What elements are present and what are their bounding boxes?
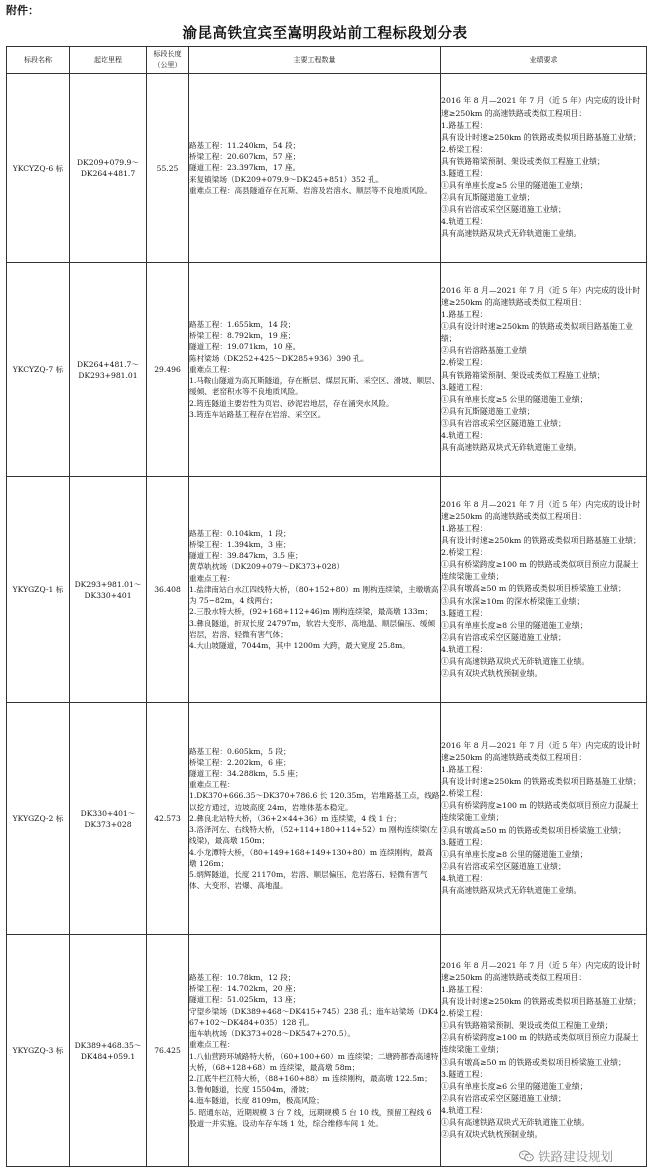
- req-line: ③具有水深≥10m 的深水桥梁施工业绩；: [441, 596, 585, 606]
- header-requirements: 业绩要求: [441, 47, 647, 74]
- works-line: 3.筠连车站路基工程存在岩溶、采空区。: [189, 409, 326, 419]
- req-line: ②具有双块式轨枕预制业绩。: [441, 669, 543, 679]
- section-mileage: [70, 935, 147, 1167]
- mileage-start: DK293+981.01～: [74, 579, 142, 589]
- works-line: 路基工程：0.104km，1 段；: [189, 528, 291, 538]
- works-line: 重难点工程：高县隧道存在瓦斯、岩溶及岩溶水、顺层等不良地质风险。: [189, 185, 432, 195]
- wechat-icon: [519, 1150, 534, 1162]
- req-line: 具有高速铁路双块式无砟轨道施工业绩。: [441, 443, 582, 453]
- req-line: 2016 年 8 月—2021 年 7 月（近 5 年）内完成的设计时速≥250km 的高速铁路或类似工程项目：: [441, 499, 641, 521]
- works-line: 2.三股水特大桥，(92+168+112+46)m 刚构连续梁，最高墩 133m；: [189, 607, 433, 617]
- section-length: 55.25: [147, 74, 189, 263]
- req-line: ②具有瓦斯隧道施工业绩；: [441, 193, 535, 203]
- mileage-start: DK389+468.35～: [74, 1040, 142, 1050]
- mileage-end: DK373+028: [84, 819, 132, 829]
- req-line: ①具有高速铁路双块式无砟轨道施工业绩。: [441, 657, 590, 667]
- performance-requirements: [441, 263, 647, 477]
- mileage-end: DK484+059.1: [80, 1051, 136, 1061]
- req-line: ②具有双块式轨枕预制业绩。: [441, 1130, 543, 1140]
- works-line: 4.迤车隧道，长度 8109m，极高风险；: [189, 1096, 324, 1106]
- mileage-start: DK330+401～: [80, 808, 136, 818]
- req-line: 3.隧道工程：: [441, 837, 488, 847]
- req-line: 1.路基工程：: [441, 310, 488, 320]
- watermark: [516, 1147, 616, 1165]
- req-line: ②具有瓦斯隧道施工业绩；: [441, 406, 535, 416]
- req-line: 2016 年 8 月—2021 年 7 月（近 5 年）内完成的设计时速≥250km 的高速铁路或类似工程项目：: [441, 285, 641, 307]
- performance-requirements: [441, 935, 647, 1167]
- performance-requirements: [441, 74, 647, 263]
- req-line: ②具有桥梁跨度≥100 m 的铁路或类似项目预应力混凝土连续梁施工业绩；: [441, 1033, 639, 1055]
- req-line: ①具有单座长度≥8 公里的隧道施工业绩；: [441, 849, 588, 859]
- header-works: 主要工程数量: [189, 47, 441, 74]
- req-line: 2016 年 8 月—2021 年 7 月（近 5 年）内完成的设计时速≥250km 的高速铁路或类似工程项目：: [441, 960, 641, 982]
- works-line: 桥梁工程：2.202km，6 座；: [189, 757, 291, 767]
- section-name: YKCYZQ-7 标: [7, 263, 70, 477]
- header-mileage: 起讫里程: [70, 47, 147, 74]
- req-line: 具有设计时速≥250km 的铁路或类似项目路基施工业绩；: [441, 777, 641, 787]
- works-line: 来复镇梁场（DK209+079.9～DK245+851）352 孔。: [189, 174, 384, 184]
- header-name: 标段名称: [7, 47, 70, 74]
- works-line: 守望乡梁场（DK389+468～DK415+745）238 孔；迤车站梁场（DK467+102～DK484+035）128 孔。: [189, 1006, 439, 1027]
- section-name: YKCYZQ-6 标: [7, 74, 70, 263]
- req-line: 2016 年 8 月—2021 年 7 月（近 5 年）内完成的设计时速≥250km 的高速铁路或类似工程项目：: [441, 96, 641, 118]
- mileage-end: DK330+401: [84, 590, 132, 600]
- req-line: ③具有墩高≥50 m 的铁路或类似项目桥梁施工业绩；: [441, 1057, 626, 1067]
- works-line: 重难点工程：: [189, 1040, 235, 1050]
- req-line: ①具有桥梁跨度≥100 m 的铁路或类似项目预应力混凝土连续梁施工业绩；: [441, 801, 639, 823]
- req-line: 具有设计时速≥250km 的铁路或类似项目路基施工业绩；: [441, 997, 641, 1007]
- works-line: 3.洛泽河左、右线特大桥，（52+114+180+114+52）m 刚构连续梁(左线梁)，最高墩 150m；: [189, 825, 438, 846]
- works-line: 1.DK370+666.35～DK370+786.6 长 120.35m，岩堆路基工点，线路以挖方通过，边坡高度 24m，岩堆体基本稳定。: [189, 791, 440, 812]
- req-line: ③具有岩溶或采空区隧道施工业绩；: [441, 205, 566, 215]
- main-works: [189, 703, 441, 935]
- table-row: [7, 263, 647, 477]
- req-line: ②具有墩高≥50 m 的铁路或类似项目桥梁施工业绩；: [441, 584, 626, 594]
- req-line: 2.桥梁工程：: [441, 548, 488, 558]
- attachment-label: 附件：: [6, 4, 39, 17]
- req-line: 具有铁路箱梁预制、架设或类似工程施工业绩；: [441, 156, 605, 166]
- section-length: 42.573: [147, 703, 189, 935]
- section-name: YKYGZQ-3 标: [7, 935, 70, 1167]
- section-mileage: [70, 74, 147, 263]
- req-line: 3.隧道工程：: [441, 1069, 488, 1079]
- works-line: 5.炳辉隧道，长度 21170m，岩溶、顺层偏压、危岩落石、轻微有害气体、大变形、岩爆、高地温。: [189, 869, 428, 891]
- works-line: 路基工程：10.78km，12 段；: [189, 973, 296, 983]
- main-works: [189, 263, 441, 477]
- req-line: 具有高速铁路双块式无砟轨道施工业绩。: [441, 886, 582, 896]
- table-row: [7, 935, 647, 1167]
- works-line: 5. 昭通东站，近期规模 3 台 7 线，远期规模 5 台 10 线，预留工程线 6 股道一并实施。设动车存车场 1 处，综合维修车间 1 处。: [189, 1107, 432, 1128]
- table-row: [7, 74, 647, 263]
- main-works: [189, 935, 441, 1167]
- works-line: 路基工程：1.655km，14 段；: [189, 320, 296, 330]
- req-line: ①具有单座长度≥8 公里的隧道施工业绩；: [441, 620, 588, 630]
- req-line: 4.轨道工程：: [441, 644, 488, 654]
- req-line: 4.轨道工程：: [441, 217, 488, 227]
- req-line: ②具有岩溶或采空区隧道施工业绩；: [441, 632, 566, 642]
- mileage-end: DK293+981.01: [78, 370, 138, 380]
- req-line: ①具有桥梁跨度≥100 m 的铁路或类似项目预应力混凝土连续梁施工业绩；: [441, 560, 639, 582]
- table-row: [7, 703, 647, 935]
- req-line: 2.桥梁工程：: [441, 1009, 488, 1019]
- req-line: ①具有单座长度≥6 公里的隧道施工业绩；: [441, 1081, 588, 1091]
- section-length: 29.496: [147, 263, 189, 477]
- performance-requirements: [441, 477, 647, 703]
- performance-requirements: [441, 703, 647, 935]
- works-line: 4.小龙潭特大桥，（80+149+168+149+130+80）m 连续刚构，最高墩 126m；: [189, 847, 433, 868]
- req-line: 具有高速铁路双块式无砟轨道施工业绩。: [441, 229, 582, 239]
- works-line: 重难点工程：: [189, 573, 235, 583]
- req-line: ②具有岩溶或采空区隧道施工业绩；: [441, 1093, 566, 1103]
- works-line: 1.马鞍山隧道为高瓦斯隧道，存在断层、煤层瓦斯、采空区、滑坡、顺层、缓倾、老窑积水等不良地质风险。: [189, 376, 440, 397]
- table-row: [7, 477, 647, 703]
- req-line: 1.路基工程：: [441, 120, 488, 130]
- req-line: ②具有岩溶路基施工业绩: [441, 346, 527, 356]
- req-line: 具有设计时速≥250km 的铁路或类似项目路基施工业绩；: [441, 536, 641, 546]
- works-line: 黄草轨枕场（DK209+079～DK373+028）: [189, 562, 344, 572]
- req-line: 4.轨道工程：: [441, 1105, 488, 1115]
- req-line: ②具有墩高≥50 m 的铁路或类似项目桥梁施工业绩；: [441, 825, 626, 835]
- req-line: ②具有岩溶或采空区隧道施工业绩；: [441, 861, 566, 871]
- req-line: ①具有铁路箱梁预制、架设或类似工程施工业绩；: [441, 1021, 613, 1031]
- works-line: 桥梁工程：14.702km，20 座；: [189, 984, 301, 994]
- section-length: 76.425: [147, 935, 189, 1167]
- req-line: ①具有单座长度≥5 公里的隧道施工业绩；: [441, 181, 588, 191]
- req-line: ①具有设计时速≥250km 的铁路或类似项目路基施工业绩；: [441, 322, 633, 344]
- main-works: [189, 477, 441, 703]
- works-line: 3.鲁甸隧道，长度 15504m，滑坡；: [189, 1085, 314, 1095]
- req-line: 4.轨道工程：: [441, 873, 488, 883]
- works-line: 4.大山坡隧道，7044m，其中 1200m 大跨，最大宽度 25.8m。: [189, 640, 410, 650]
- req-line: 1.路基工程：: [441, 984, 488, 994]
- req-line: 具有设计时速≥250km 的铁路或类似项目路基施工业绩；: [441, 132, 641, 142]
- works-line: 桥梁工程：20.607km，57 座；: [189, 152, 301, 162]
- main-works: [189, 74, 441, 263]
- req-line: ①具有单座长度≥5 公里的隧道施工业绩；: [441, 394, 588, 404]
- req-line: 2.桥梁工程：: [441, 789, 488, 799]
- req-line: 2.桥梁工程：: [441, 358, 488, 368]
- req-line: 3.隧道工程：: [441, 382, 488, 392]
- works-line: 2.江底牛栏江特大桥，（88+160+88）m 连续刚构，最高墩 122.5m；: [189, 1073, 432, 1083]
- req-line: 1.路基工程：: [441, 523, 488, 533]
- table-header-row: [7, 47, 647, 74]
- req-line: ①具有高速铁路双块式无砟轨道施工业绩。: [441, 1118, 590, 1128]
- section-mileage: [70, 477, 147, 703]
- section-length: 36.408: [147, 477, 189, 703]
- mileage-end: DK264+481.7: [80, 169, 136, 178]
- section-name: YKYGZQ-2 标: [7, 703, 70, 935]
- works-line: 路基工程：11.240km，54 段；: [189, 140, 301, 150]
- works-line: 1.盐津南站白水江四线特大桥，（80+152+80）m 刚构连续梁，主墩墩高为 75~82m，4 线两台；: [189, 584, 439, 606]
- mileage-start: DK209+079.9～: [77, 158, 139, 167]
- works-line: 隧道工程：51.025km，13 座；: [189, 995, 301, 1005]
- req-line: 1.路基工程：: [441, 765, 488, 775]
- works-line: 隧道工程：19.071km，10 座。: [189, 342, 301, 352]
- works-line: 迤车轨枕场（DK373+028～DK547+270.5）。: [189, 1029, 356, 1039]
- works-line: 1.八仙营跨环城路特大桥，（60+100+60）m 连续梁；二塘跨都香高速特大桥，（68+128+68）m 连续梁，最高墩 58m；: [189, 1051, 439, 1072]
- works-line: 重难点工程：: [189, 364, 235, 374]
- works-line: 2.彝良北站特大桥，（36+2×44+36）m 连续梁，4 线 1 台；: [189, 813, 401, 823]
- works-line: 陈村梁场（DK252+425～DK285+936）390 孔。: [189, 353, 369, 363]
- section-name: YKYGZQ-1 标: [7, 477, 70, 703]
- watermark-text: 铁路建设规划: [537, 1149, 613, 1164]
- works-line: 2.筠连隧道主要岩性为页岩、砂泥岩地层，存在涌突水风险。: [189, 398, 394, 408]
- works-line: 3.彝良隧道，折双长度 24797m，软岩大变形、高地温、顺层偏压、缓倾岩层，岩溶、轻微有害气体；: [189, 618, 436, 639]
- req-line: 2.桥梁工程：: [441, 144, 488, 154]
- req-line: 2016 年 8 月—2021 年 7 月（近 5 年）内完成的设计时速≥250km 的高速铁路或类似工程项目：: [441, 740, 641, 762]
- works-line: 隧道工程：34.288km，5.5 座；: [189, 769, 303, 779]
- works-line: 桥梁工程：1.394km，3 座；: [189, 540, 291, 550]
- works-line: 路基工程：0.605km，5 段；: [189, 746, 291, 756]
- req-line: 3.隧道工程：: [441, 608, 488, 618]
- works-line: 重难点工程：: [189, 780, 235, 790]
- works-line: 隧道工程：23.397km，17 座。: [189, 163, 301, 173]
- section-mileage: [70, 263, 147, 477]
- req-line: 4.轨道工程：: [441, 430, 488, 440]
- section-mileage: [70, 703, 147, 935]
- header-length: 标段长度（公里）: [147, 47, 189, 74]
- mileage-start: DK264+481.7～: [77, 359, 139, 369]
- section-division-table: [6, 46, 647, 1167]
- req-line: ③具有岩溶或采空区隧道施工业绩；: [441, 418, 566, 428]
- works-line: 隧道工程：39.847km，3.5 座；: [189, 551, 303, 561]
- document-title: 渝昆高铁宜宾至嵩明段站前工程标段划分表: [182, 25, 468, 42]
- req-line: 3.隧道工程：: [441, 169, 488, 178]
- works-line: 桥梁工程：8.792km，19 座；: [189, 331, 296, 341]
- req-line: 具有铁路箱梁预制、架设或类似工程施工业绩；: [441, 370, 605, 380]
